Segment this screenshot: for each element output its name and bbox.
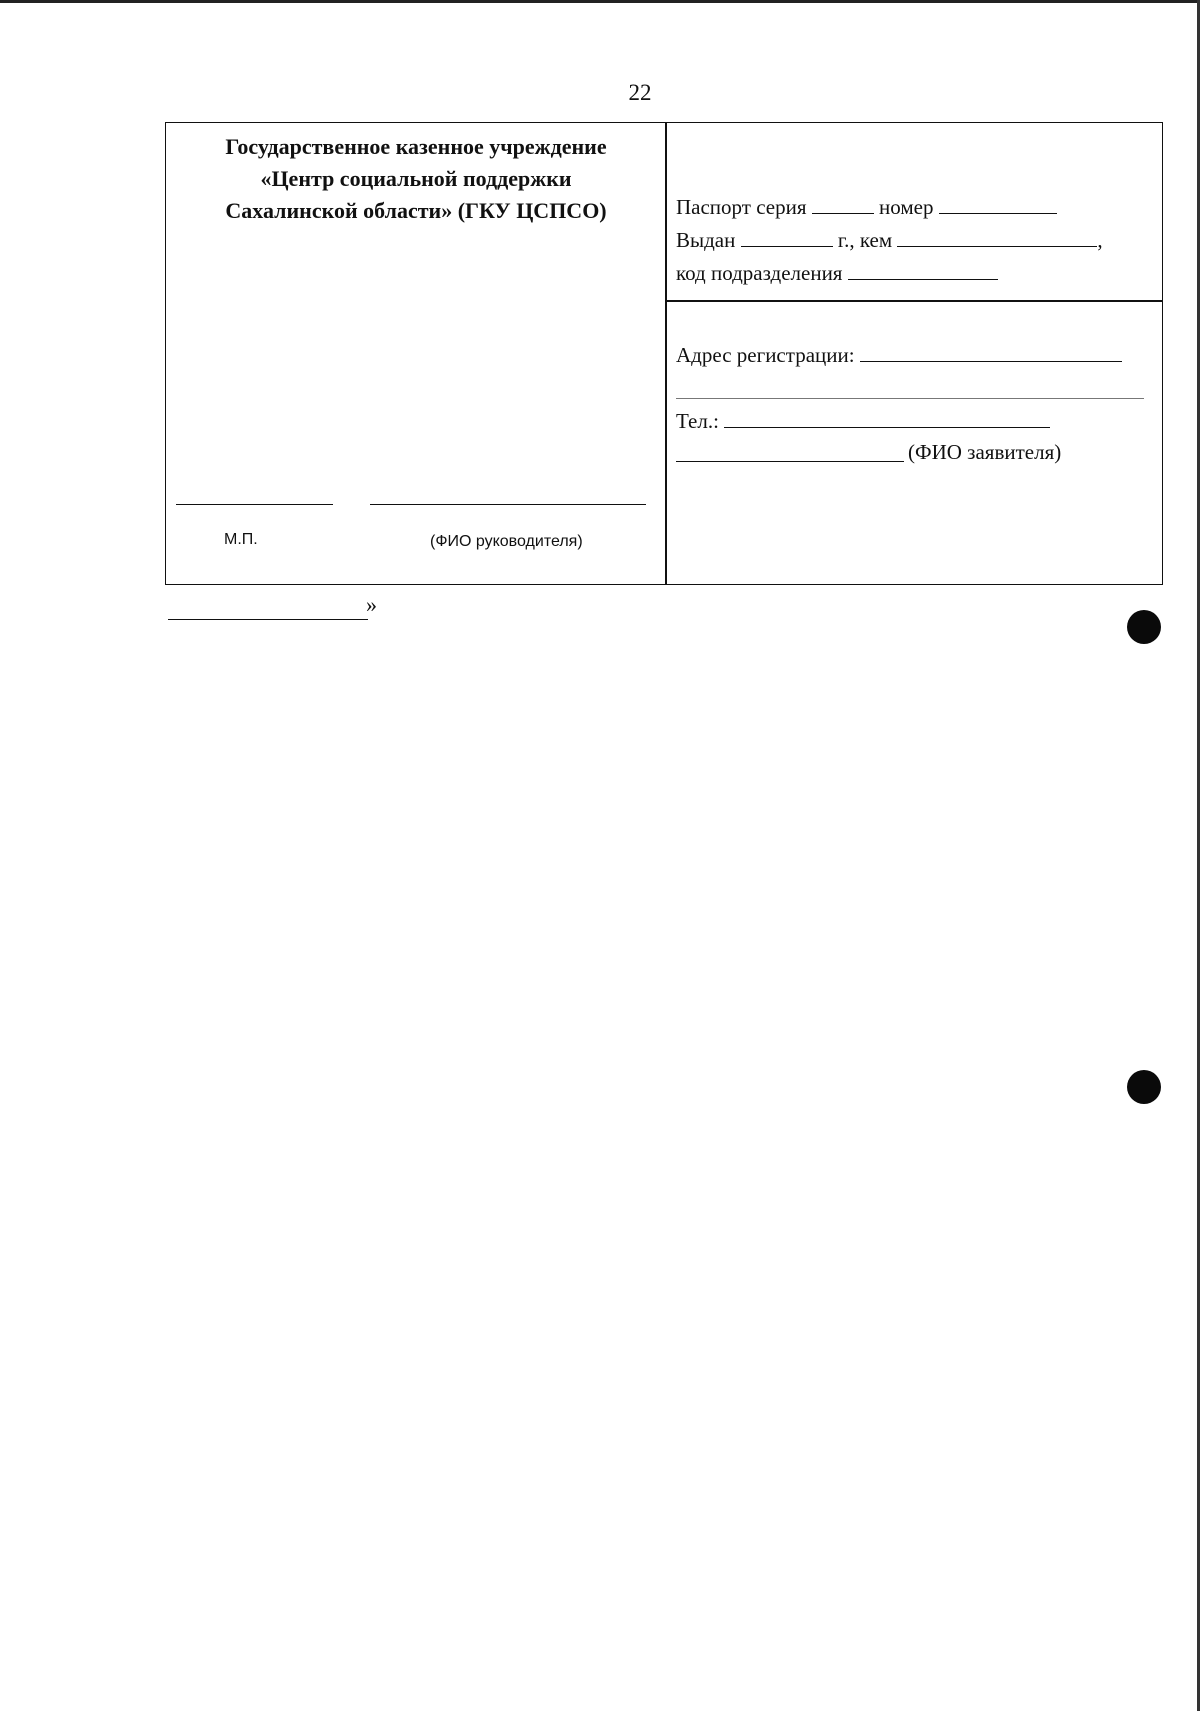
organization-line-2: «Центр социальной поддержки xyxy=(260,166,572,191)
page-number: 22 xyxy=(628,80,652,105)
issued-end-punct: , xyxy=(1097,228,1103,252)
division-row xyxy=(676,260,998,286)
registration-row-2 xyxy=(676,378,1144,405)
table-horizontal-divider xyxy=(666,300,1163,302)
applicant-name-field[interactable] xyxy=(676,442,904,462)
head-name-line xyxy=(370,504,646,505)
organization-name xyxy=(176,131,656,227)
stamp-signature-line xyxy=(176,504,333,505)
division-code-field[interactable] xyxy=(848,260,998,280)
phone-field[interactable] xyxy=(724,408,1050,428)
registration-address-field-2[interactable] xyxy=(676,378,1144,399)
applicant-name-row xyxy=(676,442,904,468)
head-name-caption: (ФИО руководителя) xyxy=(430,533,583,550)
passport-number-label: номер xyxy=(879,195,934,219)
applicant-name-caption: (ФИО заявителя) xyxy=(908,440,1062,464)
date-line xyxy=(168,619,368,620)
passport-series-label: Паспорт серия xyxy=(676,195,807,219)
table-vertical-divider xyxy=(665,123,667,584)
issued-row xyxy=(676,227,1103,253)
punch-hole-top xyxy=(1127,610,1161,644)
phone-label: Тел.: xyxy=(676,409,719,433)
stamp-label: М.П. xyxy=(224,531,258,548)
registration-address-field[interactable] xyxy=(860,342,1122,362)
registration-address-label: Адрес регистрации: xyxy=(676,343,855,367)
issued-label: Выдан xyxy=(676,228,736,252)
issued-year-suffix: г., кем xyxy=(837,228,893,252)
passport-row xyxy=(676,194,1057,220)
passport-number-field[interactable] xyxy=(939,194,1057,214)
issued-date-field[interactable] xyxy=(741,227,833,247)
division-code-label: код подразделения xyxy=(676,261,843,285)
scan-top-edge xyxy=(0,0,1200,3)
organization-line-3: Сахалинской области» (ГКУ ЦСПСО) xyxy=(225,198,607,223)
phone-row xyxy=(676,408,1050,434)
passport-series-field[interactable] xyxy=(812,194,874,214)
issued-by-field[interactable] xyxy=(897,227,1097,247)
date-closing-quote: » xyxy=(366,592,377,617)
organization-line-1: Государственное казенное учреждение xyxy=(225,134,607,159)
registration-row xyxy=(676,342,1122,368)
punch-hole-bottom xyxy=(1127,1070,1161,1104)
